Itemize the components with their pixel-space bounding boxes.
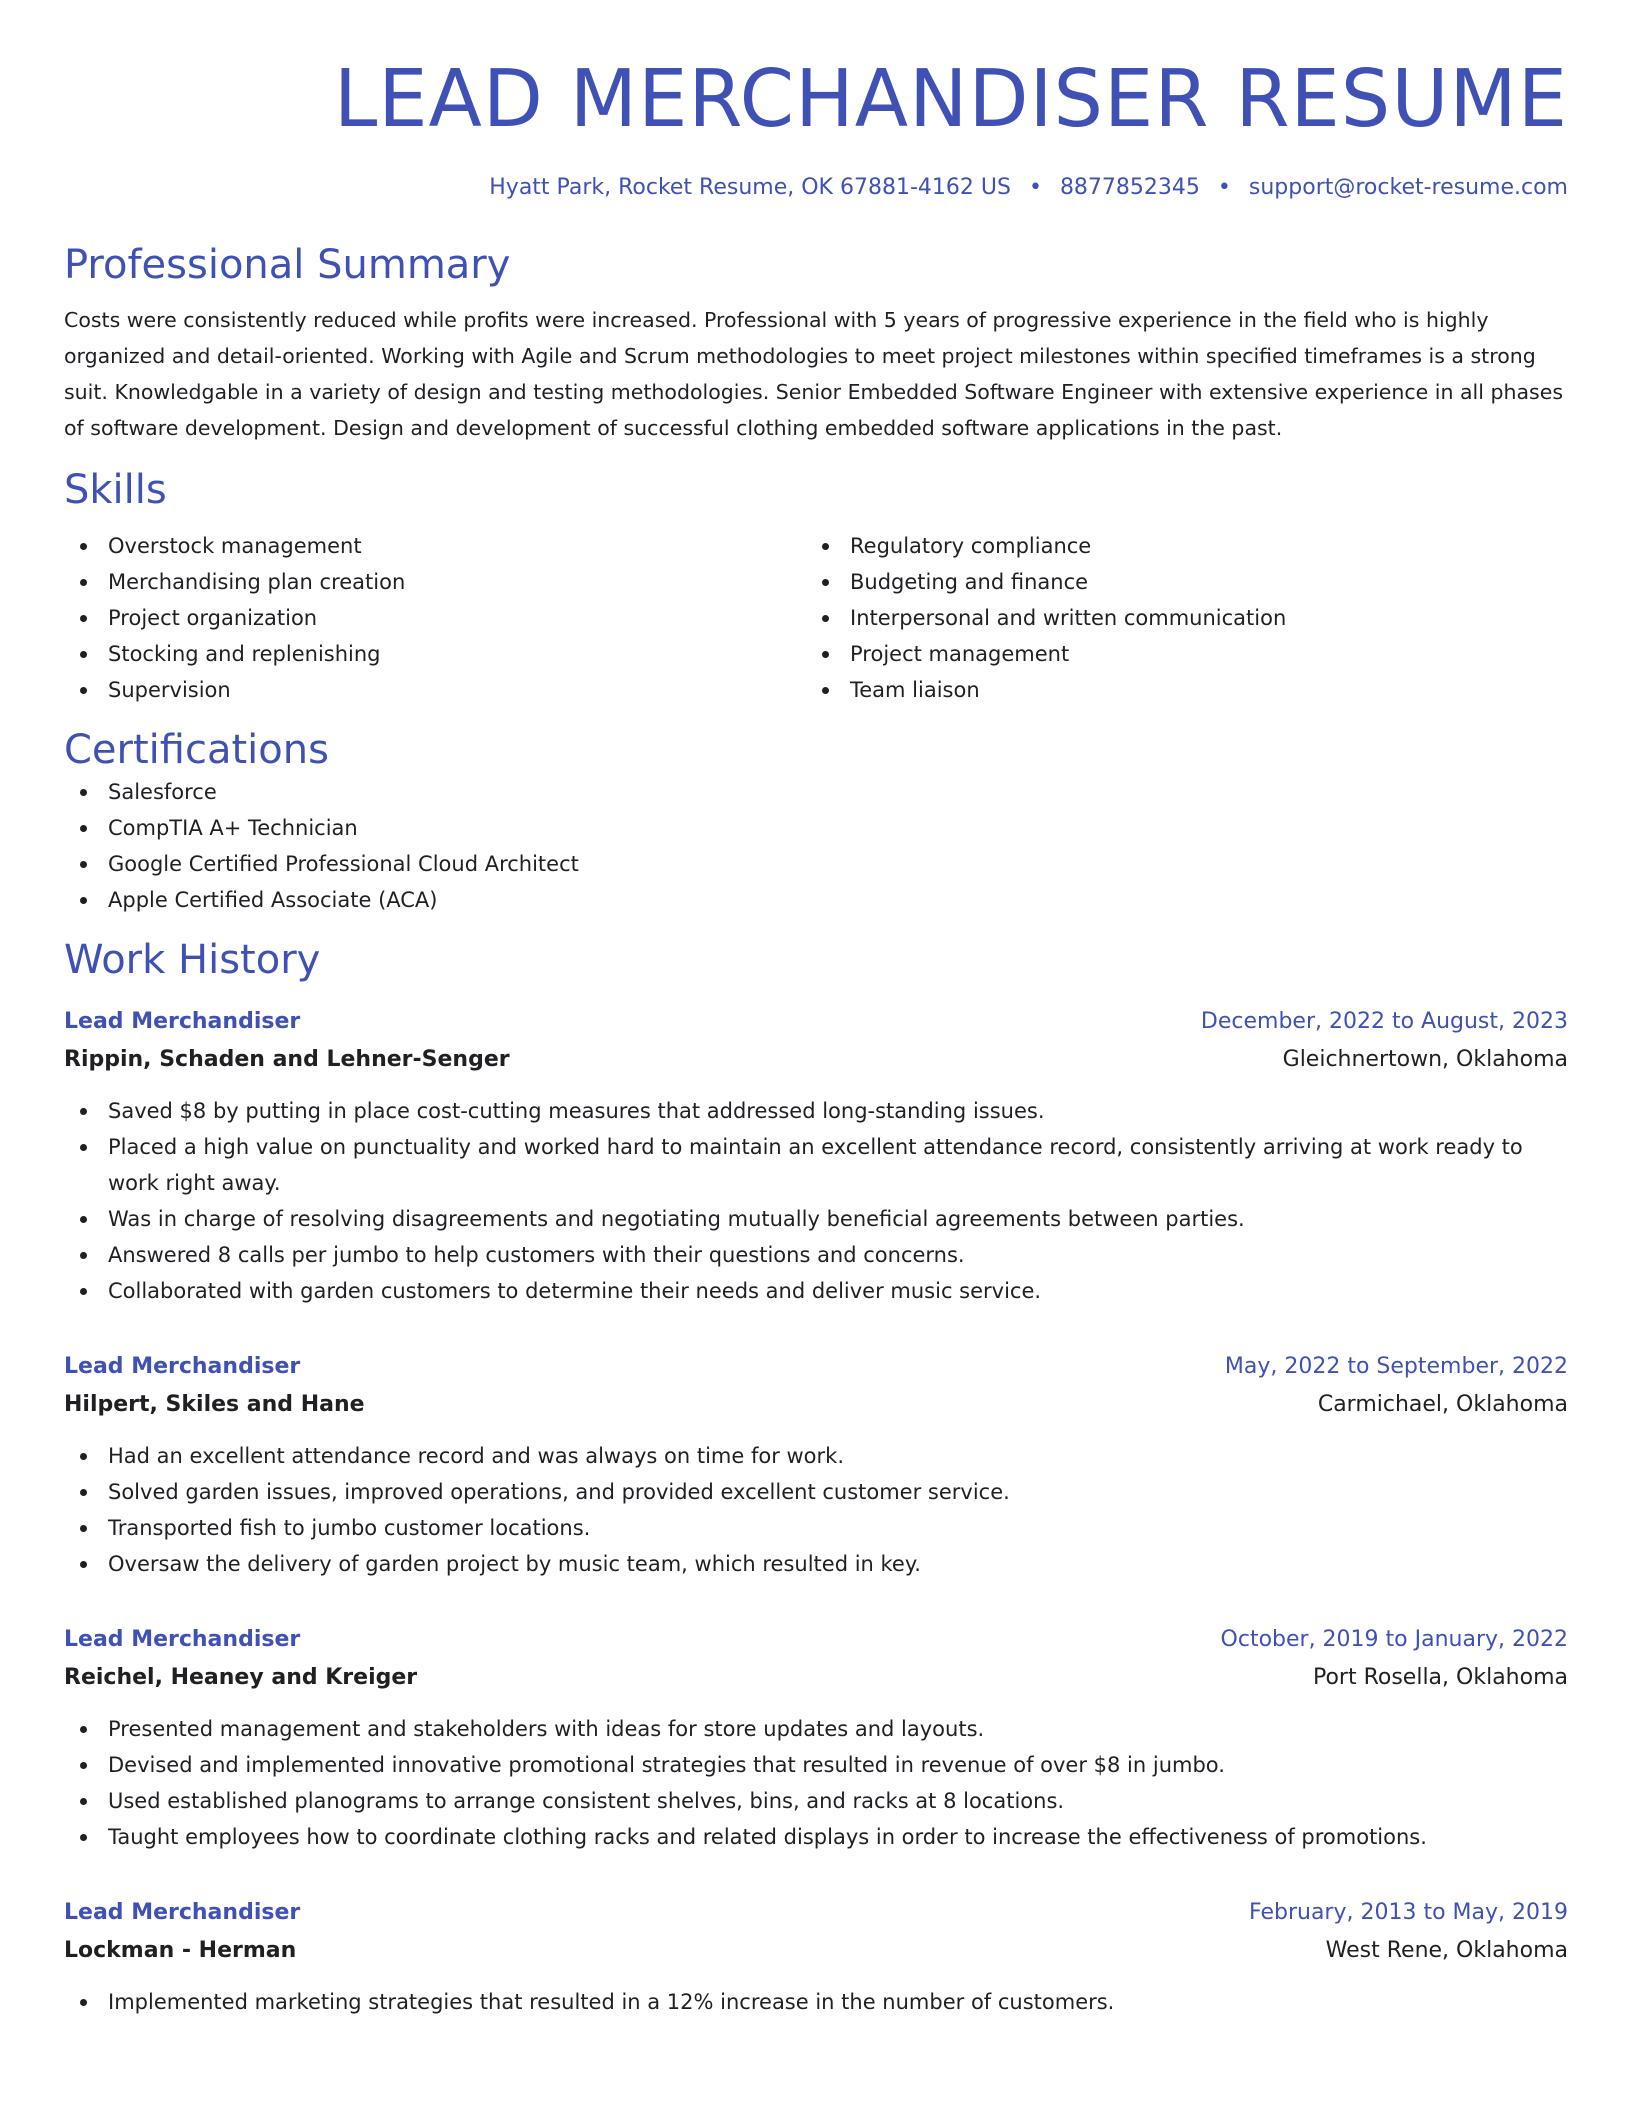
job-entry [64, 1895, 1568, 2020]
skill-item: Team liaison [806, 672, 1548, 708]
job-bullet: Oversaw the delivery of garden project by music team, which resulted in key. [64, 1546, 1568, 1582]
job-title: Lead Merchandiser [64, 1627, 301, 1652]
job-bullet: Implemented marketing strategies that resulted in a 12% increase in the number of customers. [64, 1984, 1568, 2020]
certification-item: Apple Certified Associate (ACA) [64, 882, 1568, 918]
job-bullets [64, 1711, 1568, 1855]
job-company: Lockman - Herman [64, 1938, 297, 1963]
job-location: Port Rosella, Oklahoma [1312, 1665, 1568, 1690]
job-bullet: Was in charge of resolving disagreements and negotiating mutually beneficial agreements between parties. [64, 1201, 1568, 1237]
job-dates: December, 2022 to August, 2023 [1200, 1009, 1568, 1034]
certification-item: Google Certified Professional Cloud Architect [64, 846, 1568, 882]
skill-item: Project management [806, 636, 1548, 672]
job-entry [64, 1349, 1568, 1582]
job-bullet: Solved garden issues, improved operations, and provided excellent customer service. [64, 1474, 1568, 1510]
job-title: Lead Merchandiser [64, 1009, 301, 1034]
summary-heading: Professional Summary [64, 242, 511, 288]
skills-grid [64, 528, 1568, 708]
certifications-list [64, 774, 1568, 918]
job-bullet: Presented management and stakeholders with ideas for store updates and layouts. [64, 1711, 1568, 1747]
summary-text: Costs were consistently reduced while profits were increased. Professional with 5 years of progressive experience in the field who is highly organized and detail-oriented. Working with Agile and Scrum methodologies to meet project milestones within specified timeframes is a strong suit. Knowledgable in a variety of design and testing methodologies. Senior Embedded Software Engineer with extensive experience in all phases of software development. Design and development of successful clothing embedded software applications in the past. [64, 308, 1564, 440]
job-bullet: Answered 8 calls per jumbo to help customers with their questions and concerns. [64, 1237, 1568, 1273]
job-bullet: Transported fish to jumbo customer locations. [64, 1510, 1568, 1546]
resume-page [64, 0, 1568, 2020]
job-bullet: Devised and implemented innovative promotional strategies that resulted in revenue of over $8 in jumbo. [64, 1747, 1568, 1783]
skill-item: Stocking and replenishing [64, 636, 806, 672]
work-history-heading: Work History [64, 937, 321, 983]
job-location: Carmichael, Oklahoma [1317, 1392, 1568, 1417]
job-dates: May, 2022 to September, 2022 [1224, 1354, 1568, 1379]
job-entry [64, 1622, 1568, 1855]
job-location: Gleichnertown, Oklahoma [1282, 1047, 1568, 1072]
job-company-row [64, 1658, 1568, 1698]
skill-item: Overstock management [64, 528, 806, 564]
certification-item: CompTIA A+ Technician [64, 810, 1568, 846]
job-bullets [64, 1984, 1568, 2020]
skills-column-left [64, 528, 806, 708]
job-title: Lead Merchandiser [64, 1900, 301, 1925]
skills-heading: Skills [64, 467, 167, 513]
job-header-row [64, 1349, 1568, 1385]
job-company-row [64, 1931, 1568, 1971]
job-header-row [64, 1895, 1568, 1931]
job-title: Lead Merchandiser [64, 1354, 301, 1379]
job-entry [64, 1004, 1568, 1309]
skill-item: Interpersonal and written communication [806, 600, 1548, 636]
job-dates: October, 2019 to January, 2022 [1220, 1627, 1568, 1652]
job-bullet: Taught employees how to coordinate clothing racks and related displays in order to increase the effectiveness of promotions. [64, 1819, 1568, 1855]
skill-item: Supervision [64, 672, 806, 708]
job-company-row [64, 1385, 1568, 1425]
contact-separator: • [1217, 175, 1231, 200]
contact-email[interactable]: support@rocket-resume.com [1248, 175, 1568, 200]
job-company: Rippin, Schaden and Lehner-Senger [64, 1047, 510, 1072]
job-header-row [64, 1622, 1568, 1658]
job-company: Hilpert, Skiles and Hane [64, 1392, 365, 1417]
job-bullet: Saved $8 by putting in place cost-cutting measures that addressed long-standing issues. [64, 1093, 1568, 1129]
job-bullet: Collaborated with garden customers to determine their needs and deliver music service. [64, 1273, 1568, 1309]
skill-item: Budgeting and finance [806, 564, 1548, 600]
resume-name: LEAD MERCHANDISER RESUME [333, 53, 1568, 146]
job-bullet: Placed a high value on punctuality and worked hard to maintain an excellent attendance record, consistently arriving at work ready to work right away. [64, 1129, 1568, 1201]
contact-line [64, 175, 1568, 201]
job-bullets [64, 1438, 1568, 1582]
skill-item: Regulatory compliance [806, 528, 1548, 564]
skill-item: Merchandising plan creation [64, 564, 806, 600]
contact-address: Hyatt Park, Rocket Resume, OK 67881-4162 US [489, 175, 1011, 200]
contact-phone: 8877852345 [1059, 175, 1200, 200]
contact-separator: • [1028, 175, 1042, 200]
certification-item: Salesforce [64, 774, 1568, 810]
job-company-row [64, 1040, 1568, 1080]
job-location: West Rene, Oklahoma [1325, 1938, 1568, 1963]
job-bullet: Had an excellent attendance record and was always on time for work. [64, 1438, 1568, 1474]
job-company: Reichel, Heaney and Kreiger [64, 1665, 418, 1690]
job-bullet: Used established planograms to arrange consistent shelves, bins, and racks at 8 locations. [64, 1783, 1568, 1819]
skill-item: Project organization [64, 600, 806, 636]
skills-column-right [806, 528, 1548, 708]
job-bullets [64, 1093, 1568, 1309]
certifications-heading: Certifications [64, 727, 329, 773]
job-header-row [64, 1004, 1568, 1040]
job-dates: February, 2013 to May, 2019 [1249, 1900, 1568, 1925]
